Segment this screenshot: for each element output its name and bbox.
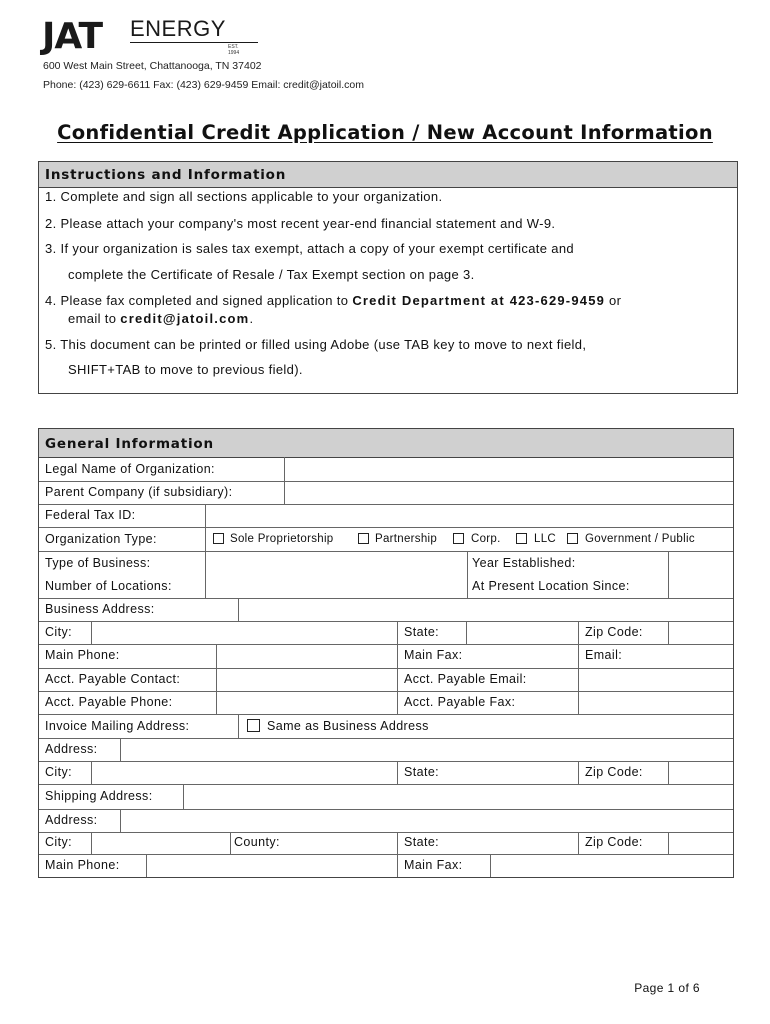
- legal-name-field[interactable]: [285, 458, 733, 480]
- ap-phone-field[interactable]: [217, 692, 397, 714]
- logo-since-text: EST. 1994: [228, 44, 240, 56]
- corp-label: Corp.: [471, 533, 501, 545]
- shipping-main-phone-label: Main Phone:: [45, 858, 120, 872]
- type-of-business-label: Type of Business:: [45, 556, 151, 570]
- present-location-since-field[interactable]: [669, 575, 733, 597]
- shipping-street-field[interactable]: [121, 810, 733, 832]
- ap-email-field[interactable]: [579, 669, 733, 691]
- legal-name-label: Legal Name of Organization:: [45, 462, 215, 476]
- present-location-since-label: At Present Location Since:: [472, 579, 630, 593]
- general-info-heading-text: General Information: [45, 436, 214, 452]
- instruction-1: 1. Complete and sign all sections applicable to your organization.: [45, 189, 443, 204]
- instruction-5a: 5. This document can be printed or filled using Adobe (use TAB key to move to next field,: [45, 337, 587, 352]
- invoice-zip-label: Zip Code:: [585, 765, 643, 779]
- invoice-address-label: Address:: [45, 742, 98, 756]
- ap-contact-label: Acct. Payable Contact:: [45, 672, 181, 686]
- number-of-locations-label: Number of Locations:: [45, 579, 172, 593]
- instruction-2: 2. Please attach your company's most recent year-end financial statement and W-9.: [45, 216, 556, 231]
- year-established-field[interactable]: [669, 552, 733, 574]
- instructions-heading: Instructions and Information: [39, 162, 737, 188]
- shipping-street-label: Address:: [45, 813, 98, 827]
- shipping-county-label: County:: [234, 835, 280, 849]
- business-zip-field[interactable]: [669, 622, 733, 644]
- ap-email-label: Acct. Payable Email:: [404, 672, 527, 686]
- business-state-field[interactable]: [467, 622, 578, 644]
- page-number: Page 1 of 6: [634, 981, 700, 995]
- invoice-city-label: City:: [45, 765, 72, 779]
- ap-contact-field[interactable]: [217, 669, 397, 691]
- general-info-table: [38, 428, 734, 878]
- invoice-city-field[interactable]: [92, 762, 397, 784]
- government-public-checkbox[interactable]: [567, 533, 578, 544]
- business-city-field[interactable]: [92, 622, 397, 644]
- business-address-field[interactable]: [239, 599, 733, 621]
- shipping-address-field[interactable]: [184, 785, 733, 808]
- shipping-main-fax-field[interactable]: [491, 855, 733, 877]
- company-logo: [42, 14, 242, 56]
- instruction-4b-pre: email to: [68, 311, 121, 326]
- shipping-main-phone-field[interactable]: [147, 855, 397, 877]
- business-zip-label: Zip Code:: [585, 625, 643, 639]
- parent-company-field[interactable]: [285, 482, 733, 504]
- government-public-label: Government / Public: [585, 533, 695, 545]
- llc-label: LLC: [534, 533, 556, 545]
- number-of-locations-field[interactable]: [206, 575, 466, 597]
- shipping-city-field[interactable]: [92, 833, 230, 854]
- ap-phone-label: Acct. Payable Phone:: [45, 695, 173, 709]
- invoice-address-field[interactable]: [121, 739, 733, 761]
- instruction-4a-post: or: [605, 293, 622, 308]
- instruction-3a: 3. If your organization is sales tax exempt, attach a copy of your exempt certificate and: [45, 241, 575, 256]
- federal-tax-id-field[interactable]: [206, 505, 733, 527]
- business-state-label: State:: [404, 625, 440, 639]
- sole-proprietorship-label: Sole Proprietorship: [230, 533, 334, 545]
- instruction-4b: [68, 311, 253, 326]
- credit-email-link[interactable]: credit@jatoil.com: [120, 311, 250, 326]
- shipping-county-field[interactable]: [295, 833, 397, 854]
- main-fax-label: Main Fax:: [404, 648, 463, 662]
- page-title: Confidential Credit Application / New Account Information: [57, 121, 713, 144]
- same-as-business-checkbox[interactable]: [247, 719, 260, 732]
- instruction-3b: complete the Certificate of Resale / Tax Exempt section on page 3.: [68, 267, 475, 282]
- partnership-label: Partnership: [375, 533, 438, 545]
- main-phone-label: Main Phone:: [45, 648, 120, 662]
- federal-tax-id-label: Federal Tax ID:: [45, 508, 136, 522]
- type-of-business-field[interactable]: [206, 552, 466, 574]
- shipping-zip-label: Zip Code:: [585, 835, 643, 849]
- shipping-main-fax-label: Main Fax:: [404, 858, 463, 872]
- year-established-label: Year Established:: [472, 556, 576, 570]
- shipping-address-label: Shipping Address:: [45, 789, 153, 803]
- logo-main-text: JAT: [42, 16, 103, 57]
- company-contact: Phone: (423) 629-6611 Fax: (423) 629-9459 Email: credit@jatoil.com: [43, 79, 364, 91]
- email-label: Email:: [585, 648, 623, 662]
- instruction-4a: [45, 293, 621, 308]
- invoice-mailing-label: Invoice Mailing Address:: [45, 719, 190, 733]
- instruction-4a-pre: 4. Please fax completed and signed application to: [45, 293, 353, 308]
- partnership-checkbox[interactable]: [358, 533, 369, 544]
- business-address-label: Business Address:: [45, 602, 155, 616]
- shipping-city-label: City:: [45, 835, 72, 849]
- ap-fax-field[interactable]: [579, 692, 733, 714]
- business-city-label: City:: [45, 625, 72, 639]
- credit-dept-fax: Credit Department at 423-629-9459: [352, 293, 606, 308]
- organization-type-label: Organization Type:: [45, 532, 157, 546]
- instruction-4b-post: .: [249, 311, 254, 326]
- shipping-state-label: State:: [404, 835, 440, 849]
- general-info-heading: [39, 429, 733, 458]
- logo-rule: [130, 42, 258, 43]
- corp-checkbox[interactable]: [453, 533, 464, 544]
- shipping-state-field[interactable]: [467, 833, 578, 854]
- instructions-box: [38, 161, 738, 394]
- shipping-zip-field[interactable]: [669, 833, 733, 854]
- logo-sub-text: ENERGY: [130, 16, 226, 41]
- invoice-state-label: State:: [404, 765, 440, 779]
- parent-company-label: Parent Company (if subsidiary):: [45, 485, 233, 499]
- instruction-5b: SHIFT+TAB to move to previous field).: [68, 362, 303, 377]
- llc-checkbox[interactable]: [516, 533, 527, 544]
- main-phone-field[interactable]: [217, 645, 397, 667]
- same-as-business-label: Same as Business Address: [267, 719, 429, 733]
- company-address: 600 West Main Street, Chattanooga, TN 37402: [43, 60, 262, 72]
- sole-proprietorship-checkbox[interactable]: [213, 533, 224, 544]
- ap-fax-label: Acct. Payable Fax:: [404, 695, 516, 709]
- invoice-zip-field[interactable]: [669, 762, 733, 784]
